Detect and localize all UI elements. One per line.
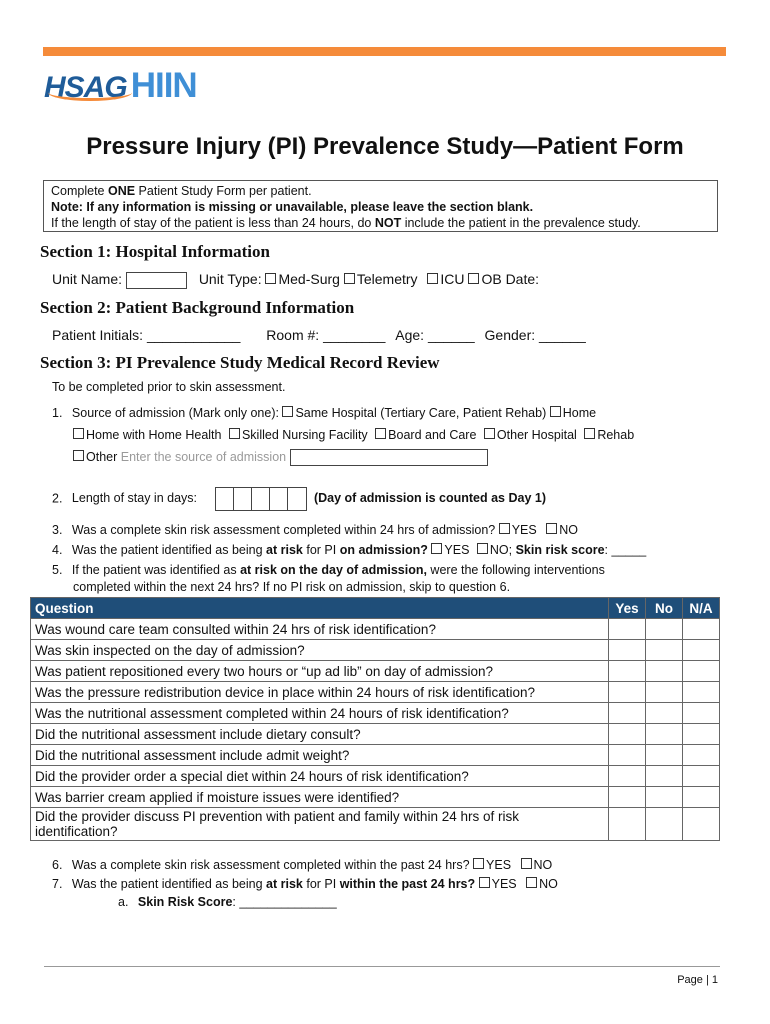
q5-row2: completed within the next 24 hrs? If no PI risk on admission, skip to question 6. xyxy=(73,580,511,594)
col-na: N/A xyxy=(683,598,720,619)
checkbox-home-health[interactable] xyxy=(73,428,84,439)
unit-name-input[interactable] xyxy=(126,272,187,289)
answer-cell-yes[interactable] xyxy=(609,682,646,703)
checkbox-other[interactable] xyxy=(73,450,84,461)
checkbox-q7-no[interactable] xyxy=(526,877,537,888)
checkbox-ob[interactable] xyxy=(468,273,479,284)
patient-initials-field[interactable]: Patient Initials: ____________ xyxy=(52,327,241,343)
opt-label: Med-Surg xyxy=(278,271,340,287)
admission-source-input[interactable] xyxy=(290,449,488,466)
length-of-stay-input[interactable] xyxy=(215,487,307,511)
answer-cell-yes[interactable] xyxy=(609,661,646,682)
answer-cell-na[interactable] xyxy=(683,724,720,745)
skin-risk-score-blank[interactable]: : ______________ xyxy=(232,895,337,909)
q-text: Was the patient identified as being xyxy=(71,877,267,891)
answer-cell-no[interactable] xyxy=(646,745,683,766)
unit-type-label: Unit Type: xyxy=(198,271,262,287)
q5-row xyxy=(52,563,605,577)
instr-text: Complete xyxy=(51,184,108,198)
question-cell: Did the nutritional assessment include admit weight? xyxy=(31,745,609,766)
q-emph: Skin Risk Score xyxy=(137,895,233,909)
logo-hsag: HSAG xyxy=(44,71,127,104)
table-row xyxy=(31,661,720,682)
date-label: Date: xyxy=(505,271,540,287)
q-emph: at risk xyxy=(266,877,303,891)
opt-label: YES xyxy=(444,543,470,557)
answer-cell-yes[interactable] xyxy=(609,640,646,661)
q-num: a. xyxy=(118,895,129,909)
instr-note: Note: If any information is missing or unavailable, please leave the section blank. xyxy=(51,200,534,214)
checkbox-q4-yes[interactable] xyxy=(431,543,442,554)
opt-label: Board and Care xyxy=(388,428,477,442)
skin-risk-score-field[interactable]: : _____ xyxy=(604,543,647,557)
admission-source-placeholder: Enter the source of admission xyxy=(120,449,287,464)
question-cell: Was patient repositioned every two hours or “up ad lib” on day of admission? xyxy=(31,661,609,682)
table-header-row xyxy=(31,598,720,619)
instr-emph: ONE xyxy=(107,184,136,198)
q3-row xyxy=(52,523,578,537)
q-text: for PI xyxy=(302,877,340,891)
q-text: Was a complete skin risk assessment completed within the past 24 hrs? xyxy=(71,858,474,872)
table-row xyxy=(31,640,720,661)
answer-cell-no[interactable] xyxy=(646,619,683,640)
question-cell: Was barrier cream applied if moisture issues were identified? xyxy=(31,787,609,808)
answer-cell-na[interactable] xyxy=(683,682,720,703)
answer-cell-no[interactable] xyxy=(646,640,683,661)
table-row xyxy=(31,787,720,808)
gender-field[interactable]: Gender: ______ xyxy=(484,327,586,343)
opt-label: Rehab xyxy=(597,428,635,442)
answer-cell-no[interactable] xyxy=(646,724,683,745)
answer-cell-na[interactable] xyxy=(683,787,720,808)
answer-cell-yes[interactable] xyxy=(609,724,646,745)
checkbox-icu[interactable] xyxy=(427,273,438,284)
checkbox-q4-no[interactable] xyxy=(477,543,488,554)
room-field[interactable]: Room #: ________ xyxy=(266,327,386,343)
checkbox-board-care[interactable] xyxy=(375,428,386,439)
q-emph: at risk xyxy=(266,543,303,557)
q-text: Length of stay in days: xyxy=(71,491,198,506)
question-cell: Did the nutritional assessment include dietary consult? xyxy=(31,724,609,745)
answer-cell-no[interactable] xyxy=(646,808,683,841)
checkbox-q3-no[interactable] xyxy=(546,523,557,534)
col-question: Question xyxy=(31,598,609,619)
age-field[interactable]: Age: ______ xyxy=(395,327,475,343)
checkbox-q7-yes[interactable] xyxy=(479,877,490,888)
question-cell: Was wound care team consulted within 24 hrs of risk identification? xyxy=(31,619,609,640)
logo-swoosh xyxy=(48,84,132,101)
table-row xyxy=(31,745,720,766)
answer-cell-na[interactable] xyxy=(683,703,720,724)
question-cell: Did the provider order a special diet within 24 hours of risk identification? xyxy=(31,766,609,787)
table-row xyxy=(31,724,720,745)
opt-label: YES xyxy=(486,858,512,872)
opt-label: NO; xyxy=(489,543,516,557)
answer-cell-yes[interactable] xyxy=(609,787,646,808)
opt-label: Same Hospital (Tertiary Care, Patient Rehab) xyxy=(295,406,547,420)
answer-cell-na[interactable] xyxy=(683,745,720,766)
opt-label: NO xyxy=(559,523,578,537)
opt-label: Other Hospital xyxy=(496,428,577,442)
opt-label: OB xyxy=(481,271,502,287)
checkbox-q6-no[interactable] xyxy=(521,858,532,869)
unit-name-label: Unit Name: xyxy=(52,271,123,287)
q-num: 5. xyxy=(52,563,63,577)
checkbox-home[interactable] xyxy=(550,406,561,417)
opt-label: ICU xyxy=(440,271,465,287)
q6-row xyxy=(52,858,552,872)
instr-text: include the patient in the prevalence study. xyxy=(401,216,641,230)
opt-label: Home xyxy=(562,406,597,420)
answer-cell-no[interactable] xyxy=(646,661,683,682)
section1-row xyxy=(52,271,539,289)
q-num: 3. xyxy=(52,523,63,537)
answer-cell-na[interactable] xyxy=(683,640,720,661)
q-text: Was the patient identified as being xyxy=(71,543,267,557)
opt-label: YES xyxy=(511,523,537,537)
q-emph: within the past 24 hrs? xyxy=(339,877,476,891)
q7-row xyxy=(52,877,558,891)
table-row xyxy=(31,703,720,724)
q-text: Source of admission (Mark only one): xyxy=(71,406,283,420)
answer-cell-yes[interactable] xyxy=(609,703,646,724)
answer-cell-yes[interactable] xyxy=(609,808,646,841)
question-cell: Was the nutritional assessment completed within 24 hours of risk identification? xyxy=(31,703,609,724)
answer-cell-no[interactable] xyxy=(646,703,683,724)
header-bar xyxy=(43,47,726,56)
opt-label: Home with Home Health xyxy=(86,428,222,442)
answer-cell-na[interactable] xyxy=(683,808,720,841)
instr-text: If the length of stay of the patient is less than 24 hours, do xyxy=(51,216,375,230)
answer-cell-yes[interactable] xyxy=(609,766,646,787)
page-title: Pressure Injury (PI) Prevalence Study—Patient Form xyxy=(86,133,684,160)
instr-text: Patient Study Form per patient. xyxy=(135,184,312,198)
q4-row xyxy=(52,543,646,557)
q7a-row xyxy=(118,895,337,909)
answer-cell-na[interactable] xyxy=(683,661,720,682)
q-text: for PI xyxy=(302,543,340,557)
q-emph: on admission? xyxy=(339,543,428,557)
q-text: were the following interventions xyxy=(426,563,605,577)
opt-label: Other xyxy=(86,449,118,464)
col-no: No xyxy=(646,598,683,619)
checkbox-same-hospital[interactable] xyxy=(282,406,293,417)
table-row xyxy=(31,619,720,640)
section3-intro: To be completed prior to skin assessment. xyxy=(52,380,286,394)
section2-heading: Section 2: Patient Background Information xyxy=(40,298,355,317)
table-row xyxy=(31,808,720,841)
checkbox-rehab[interactable] xyxy=(584,428,595,439)
checkbox-q6-yes[interactable] xyxy=(473,858,484,869)
opt-label: Telemetry xyxy=(356,271,418,287)
interventions-table xyxy=(30,597,720,841)
section3-heading: Section 3: PI Prevalence Study Medical Record Review xyxy=(40,353,440,372)
question-cell: Was skin inspected on the day of admission? xyxy=(31,640,609,661)
table-row xyxy=(31,766,720,787)
col-yes: Yes xyxy=(609,598,646,619)
answer-cell-na[interactable] xyxy=(683,766,720,787)
answer-cell-yes[interactable] xyxy=(609,745,646,766)
table-row xyxy=(31,682,720,703)
opt-label: NO xyxy=(539,877,558,891)
instructions-box xyxy=(43,180,718,232)
q1-line1 xyxy=(52,406,596,420)
footer-rule xyxy=(44,966,720,967)
q-num: 6. xyxy=(52,858,63,872)
question-cell: Did the provider discuss PI prevention with patient and family within 24 hrs of risk identification? xyxy=(31,808,609,841)
checkbox-snf[interactable] xyxy=(229,428,240,439)
answer-cell-no[interactable] xyxy=(646,787,683,808)
answer-cell-yes[interactable] xyxy=(609,619,646,640)
checkbox-other-hospital[interactable] xyxy=(484,428,495,439)
answer-cell-no[interactable] xyxy=(646,766,683,787)
checkbox-med-surg[interactable] xyxy=(265,273,276,284)
answer-cell-na[interactable] xyxy=(683,619,720,640)
instr-emph: NOT xyxy=(374,216,402,230)
checkbox-telemetry[interactable] xyxy=(344,273,355,284)
question-cell: Was the pressure redistribution device in place within 24 hours of risk identification? xyxy=(31,682,609,703)
q1-line2 xyxy=(73,428,634,442)
q-num: 4. xyxy=(52,543,63,557)
q-emph: Skin risk score xyxy=(515,543,605,557)
q1-line3 xyxy=(73,449,488,466)
opt-label: NO xyxy=(533,858,553,872)
q-text: If the patient was identified as xyxy=(71,563,241,577)
logo-hiin: HIIN xyxy=(130,66,197,105)
checkbox-q3-yes[interactable] xyxy=(499,523,510,534)
q-num: 1. xyxy=(52,406,63,420)
q-emph: at risk on the day of admission, xyxy=(240,563,427,577)
q-num: 2. xyxy=(52,491,63,506)
q-text: Was a complete skin risk assessment completed within 24 hrs of admission? xyxy=(71,523,499,537)
los-note: (Day of admission is counted as Day 1) xyxy=(313,491,546,506)
section1-heading: Section 1: Hospital Information xyxy=(40,242,270,261)
section2-row xyxy=(52,327,586,343)
q2-row xyxy=(52,487,546,511)
opt-label: Skilled Nursing Facility xyxy=(241,428,368,442)
opt-label: YES xyxy=(491,877,517,891)
answer-cell-no[interactable] xyxy=(646,682,683,703)
page-number: Page | 1 xyxy=(677,974,718,986)
q-num: 7. xyxy=(52,877,63,891)
